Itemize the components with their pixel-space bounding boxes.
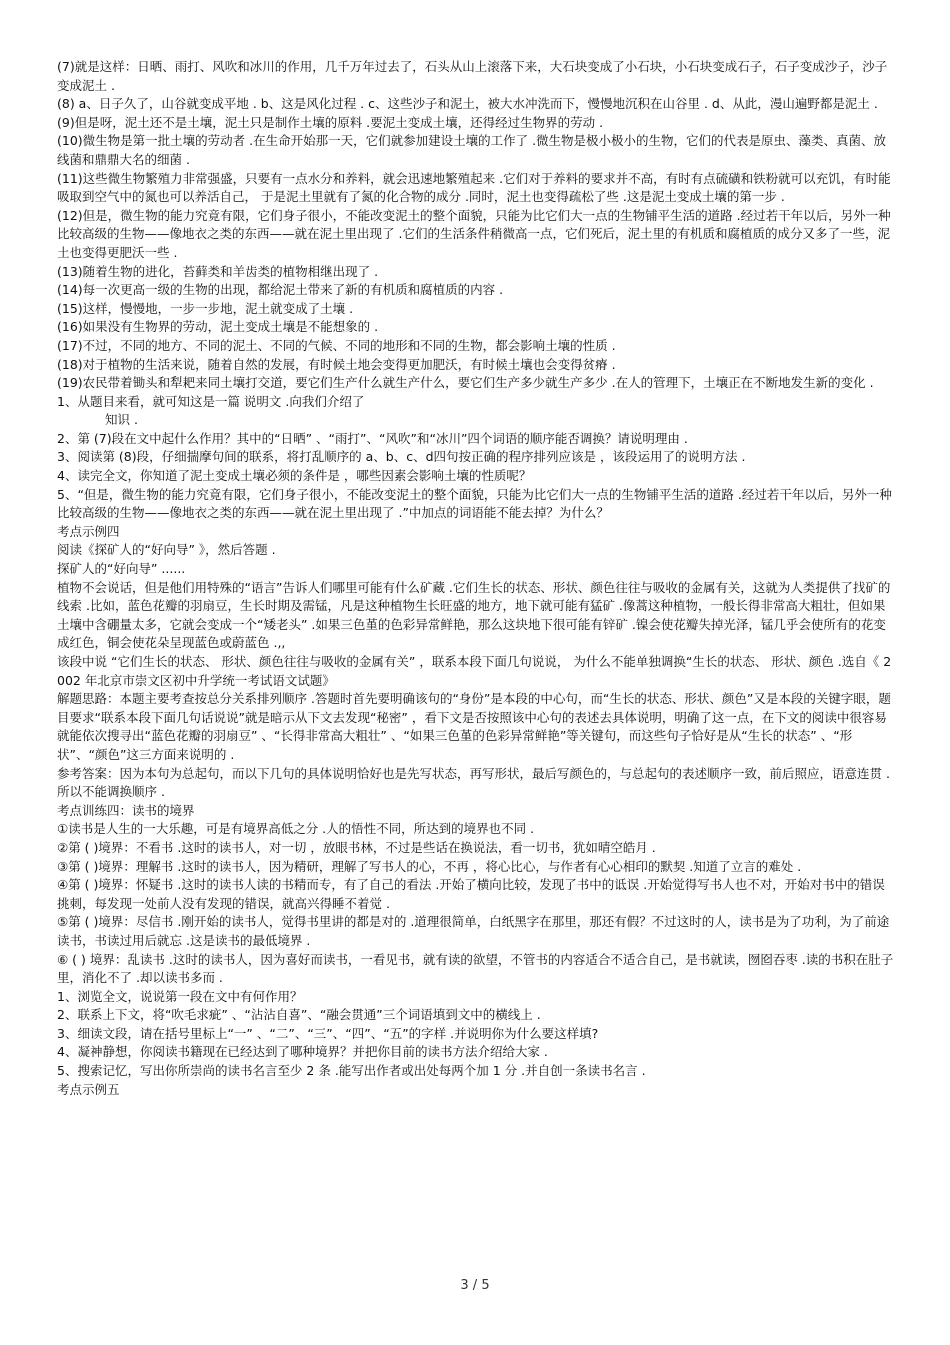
paragraph-12: (12)但是，微生物的能力究竟有限，它们身子很小，不能改变泥土的整个面貌，只能为比它们大一点的生物铺平生活的道路 .经过若干年以后，另外一种比较高级的生物——像地衣之类的东西——就在泥土里出现了 .它们的生活条件稍微高一点，它们死后，泥土里的有机质和腐植质的成分又多了一些，泥土也变得更肥沃一些 . — [57, 207, 891, 260]
section-heading-example-5: 考点示例五 — [57, 1081, 120, 1097]
paragraph-14: (14)每一次更高一级的生物的出现，都给泥土带来了新的有机质和腐植质的内容 . — [57, 282, 504, 298]
paragraph-18: (18)对于植物的生活来说，随着自然的发展，有时候土地会变得更加肥沃，有时候土壤也会变得贫瘠 . — [57, 356, 616, 372]
training-question-1: 1、浏览全文，说说第一段在文中有何作用？ — [57, 988, 303, 1004]
training-question-3: 3、细读文段，请在括号里标上“一” 、“二”、“三”、“四”、“五”的字样 .并说明你为什么要这样填? — [57, 1025, 599, 1041]
page-number: 3 / 5 — [460, 1278, 490, 1293]
paragraph-7: (7)就是这样：日晒、雨打、风吹和冰川的作用，几千万年过去了，石头从山上滚落下来，大石块变成了小石块，小石块变成石子，石子变成沙子，沙子变成泥土 . — [57, 59, 888, 93]
reference-answer: 参考答案：因为本句为总起句，而以下几句的具体说明恰好也是先写状态，再写形状，最后写颜色的，与总起句的表述顺序一致，前后照应，语意连贯 .所以不能调换顺序 . — [57, 765, 890, 800]
paragraph-10: (10)微生物是第一批土壤的劳动者 .在生命开始那一天，它们就参加建设土壤的工作了 .微生物是极小极小的生物，它们的代表是原虫、藻类、真菌、放线菌和鼎鼎大名的细菌 . — [57, 133, 887, 167]
reading-passage: 植物不会说话，但是他们用特殊的“语言”告诉人们哪里可能有什么矿藏 .它们生长的状态、形状、颜色往往与吸收的金属有关，这就为人类提供了找矿的线索 .比如，蓝色花瓣的羽扇豆，生长时期及需锰，凡是这种植物生长旺盛的地方，地下就可能有猛矿 .像蒿这种植物，一般长得非常高大粗壮，但如果土壤中含硼量太多，它就会变成一个“矮老头” .如果三色堇的色彩异常鲜艳，那么这块地下很可能有锌矿 .镍会使花瓣失掉光泽，锰几乎会使所有的花变成红色，铜会使花朵呈现蓝色或蔚蓝色 .,, — [57, 579, 891, 651]
training-question-5: 5、搜索记忆，写出你所崇尚的读书名言至少 2 条 .能写出作者或出处每两个加 1 分 .并自创一条读书名言 . — [57, 1063, 646, 1079]
paragraph-11: (11)这些微生物繁殖力非常强盛，只要有一点水分和养料，就会迅速地繁殖起来 .它们对于养料的要求并不高，有时有点硫磺和铁粉就可以充饥，有时能吸取到空气中的氮也可以养活自己， 于是泥土里就有了氮的化合物的成分 .同时，泥土也变得疏松了些 .这是泥土变成土壤的第一步 . — [57, 170, 891, 205]
paragraph-15: (15)这样，慢慢地，一步一步地，泥土就变成了土壤 . — [57, 300, 354, 316]
example-question: 该段中说 “它们生长的状态、 形状、颜色往往与吸收的金属有关” ，联系本段下面几句说说， 为什么不能单独调换“生长的状态、 形状、颜色 .选自《 2002 年北京市崇文区初中升学统一考试语文试题》 — [57, 654, 892, 688]
training-question-2: 2、联系上下文，将“吹毛求疵” 、“沾沾自喜”、“融会贯通”三个词语填到文中的横线上 . — [57, 1007, 541, 1023]
reading-item-3: ③第 ( )境界：理解书 .这时的读书人，因为精研，理解了写书人的心，不再 ，将心比心，与作者有心心相印的默契 .知道了立言的难处 . — [57, 858, 802, 874]
question-3: 3、阅读第 (8)段，仔细揣摩句间的联系，将打乱顺序的 a、b、c、d四句按正确的程序排列应该是 ，该段运用了的说明方法 . — [57, 449, 746, 465]
document-body — [57, 58, 895, 1099]
reading-title: 探矿人的“好向导” ...... — [57, 561, 186, 577]
reading-item-4: ④第 ( )境界：怀疑书 .这时的读书人读的书精而专，有了自己的看法 .开始了横向比较，发现了书中的诋误 .开始觉得写书人也不对，开始对书中的错误挑刺，每发现一处前人没有发现的错误，就高兴得睡不着觉 . — [57, 877, 885, 911]
question-1: 1、从题目来看，就可知这是一篇 说明文 .向我们介绍了 — [57, 393, 365, 409]
reading-item-2: ②第 ( )境界：不看书 .这时的读书人，对一切 ，放眼书林，不过是些话在换说法，看一切书，犹如晴空皓月 . — [57, 839, 656, 855]
reading-item-1: ①读书是人生的一大乐趣，可是有境界高低之分 .人的悟性不同，所达到的境界也不同 . — [57, 821, 535, 837]
question-4: 4、读完全文，你知道了泥土变成土壤必须的条件是 ，哪些因素会影响土壤的性质呢？ — [57, 468, 532, 484]
paragraph-17: (17)不过，不同的地方、不同的泥土、不同的气候、不同的地形和不同的生物，都会影响土壤的性质 . — [57, 337, 616, 353]
paragraph-19: (19)农民带着锄头和犁耙来同土壤打交道，要它们生产什么就生产什么，要它们生产多少就生产多少 .在人的管理下，土壤正在不断地发生新的变化 . — [57, 375, 874, 391]
reading-instruction: 阅读《探矿人的“好向导” 》，然后答题 . — [57, 542, 276, 558]
section-heading-training-4: 考点训练四：读书的境界 — [57, 802, 195, 818]
question-2: 2、第 (7)段在文中起什么作用？其中的“日晒” 、“雨打”、“风吹”和“冰川”四个词语的顺序能否调换？请说明理由 . — [57, 430, 688, 446]
paragraph-16: (16)如果没有生物界的劳动，泥土变成土壤是不能想象的 . — [57, 319, 379, 335]
question-1-continued: 知识 . — [105, 412, 138, 428]
reading-item-5: ⑤第 ( )境界：尽信书 .刚开始的读书人，觉得书里讲的都是对的 .道理很简单，白纸黑字在那里，那还有假？不过这时的人，读书是为了功利，为了前途读书，书读过用后就忘 .这是读书的最低境界 . — [57, 914, 890, 948]
reading-item-6: ⑥ ( ) 境界：乱读书 .这时的读书人，因为喜好而读书，一看见书，就有读的欲望，不管书的内容适合不适合自己，是书就读，囫囵吞枣 .读的书积在肚子里，消化不了 .却以读书多而 . — [57, 951, 894, 986]
section-heading-example-4: 考点示例四 — [57, 523, 120, 539]
paragraph-9: (9)但是呀，泥土还不是土壤，泥土只是制作土壤的原料 .要泥土变成土壤，还得经过生物界的劳动 . — [57, 114, 604, 130]
training-question-4: 4、凝神静想，你阅读书籍现在已经达到了哪种境界？并把你目前的读书方法介绍给大家 . — [57, 1044, 548, 1060]
paragraph-13: (13)随着生物的进化，苔藓类和羊齿类的植物相继出现了 . — [57, 263, 379, 279]
question-5: 5、“但是，微生物的能力究竟有限，它们身子很小，不能改变泥土的整个面貌，只能为比它们大一点的生物铺平生活的道路 .经过若干年以后，另外一种比较高级的生物——像地衣之类的东西——就在泥土里出现了 .”中加点的词语能不能去掉？为什么？ — [57, 486, 892, 521]
paragraph-8: (8) a、日子久了，山谷就变成平地 . b、这是风化过程 . c、这些沙子和泥土，被大水冲洗而下，慢慢地沉积在山谷里 . d、从此，漫山遍野都是泥土 . — [57, 96, 878, 112]
solution-approach: 解题思路：本题主要考查按总分关系排列顺序 .答题时首先要明确该句的“身份”是本段的中心句，而“生长的状态、形状、颜色”又是本段的关键字眼，题目要求“联系本段下面几句话说说”就是暗示从下文去发现“秘密” ，看下文是否按照该中心句的表述去具体说明，明确了这一点，在下文的阅读中很容易就能依次搜寻出“蓝色花瓣的羽扇豆” 、“长得非常高大粗壮” 、“如果三色堇的色彩异常鲜艳”等关键句，而这些句子恰好是从“生长的状态” 、“形状”、“颜色”这三方面来说明的 . — [57, 691, 891, 762]
